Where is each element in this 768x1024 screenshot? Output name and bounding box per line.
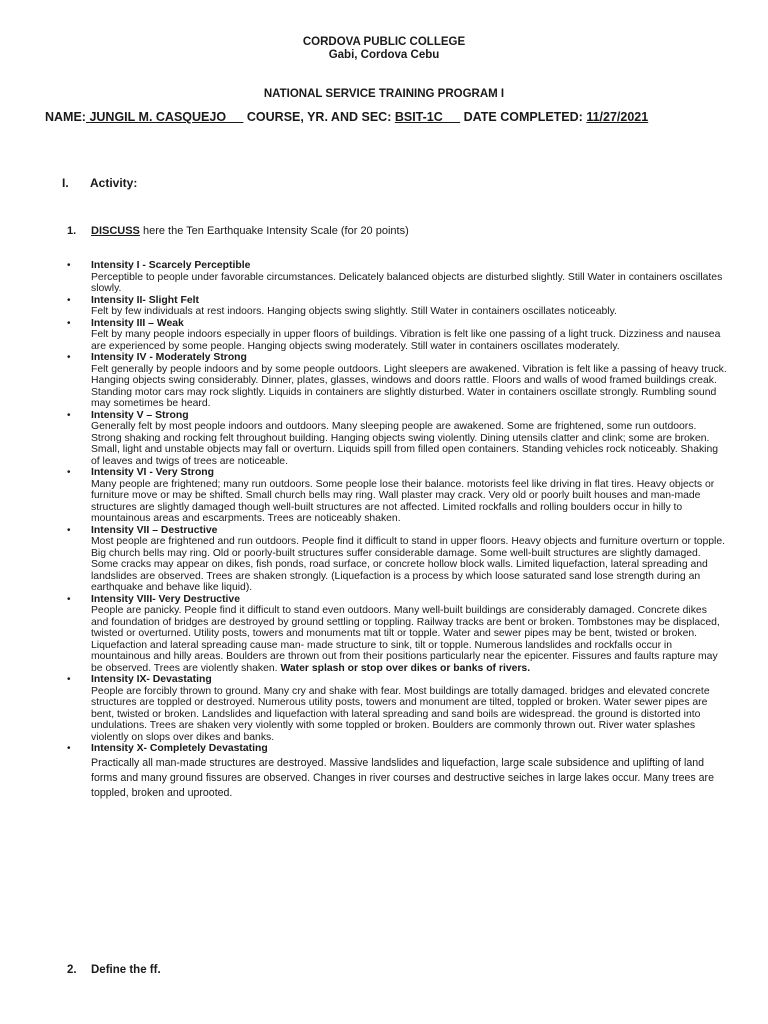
- intensity-item: [67, 525, 727, 594]
- intensity-list: [67, 260, 727, 801]
- intensity-description-text: Perceptible to people under favorable circumstances. Delicately balanced objects are disturbed slightly. Still Water in containers oscillates slowly.: [91, 271, 723, 294]
- intensity-title: Intensity III – Weak: [91, 317, 184, 329]
- intensity-description-text: People are panicky. People find it difficult to stand even outdoors. Many well-built buildings are considerably damaged. Concrete dikes and foundation of bridges are destroyed by ground settling or toppling. Railway tracks are bent or broken. Tombstones may be displaced, twisted or overturned. Utility posts, towers and monuments mat tilt or topple. Water and sewer pipes may be bent, twisted or broken. Liquefaction and lateral spreading cause man- made structure to sink, tilt or topple. Numerous landslides and rockfalls occur in mountainous and hilly areas. Boulders are thrown out from their positions particularly near the epicenter. Fissures and faults rapture may be observed. Trees are violently shaken.: [91, 605, 720, 674]
- intensity-item: [67, 594, 727, 675]
- date-label: DATE COMPLETED:: [463, 110, 583, 124]
- intensity-description: [91, 756, 727, 801]
- section-numeral: I.: [62, 176, 69, 190]
- intensity-description: [91, 421, 727, 467]
- section-heading: [62, 176, 137, 190]
- name-label: NAME:: [45, 110, 86, 124]
- intensity-description: [91, 306, 727, 318]
- bullet-icon: •: [67, 743, 71, 754]
- college-address: Gabi, Cordova Cebu: [328, 49, 440, 61]
- intensity-description-text: Felt by many people indoors especially in upper floors of buildings. Vibration is felt like one passing of a light truck. Dizziness and nausea are experienced by some people. Hanging objects swing moderately. Still water in containers oscillates moderately.: [91, 329, 721, 352]
- define-question: [67, 964, 161, 976]
- intensity-title: Intensity X- Completely Devastating: [91, 743, 268, 754]
- bullet-icon: •: [67, 524, 71, 536]
- intensity-description: [91, 686, 727, 744]
- intensity-title: Intensity V – Strong: [91, 409, 189, 421]
- bullet-icon: •: [67, 317, 71, 329]
- intensity-description-text: People are forcibly thrown to ground. Many cry and shake with fear. Most buildings are totally damaged. bridges and elevated concrete structures are toppled or destroyed. Numerous utility posts, towers and monument are tilted, toppled or broken. Water sewer pipes are bent, twisted or broken. Landslides and liquefaction with lateral spreading and sand boils are widespread. the ground is distorted into undulations. Trees are shaken very violently with some toppled or broken. Boulders are commonly thrown out. River water splashes violently on slops over dikes and banks.: [91, 685, 710, 743]
- discuss-text: here the Ten Earthquake Intensity Scale (for 20 points): [139, 225, 409, 237]
- college-name: CORDOVA PUBLIC COLLEGE: [302, 36, 466, 48]
- define-text: Define the ff.: [91, 964, 161, 976]
- bullet-icon: •: [67, 409, 71, 421]
- intensity-title: Intensity IX- Devastating: [91, 674, 212, 685]
- intensity-description: [91, 479, 727, 525]
- intensity-item: [67, 352, 727, 410]
- bullet-icon: •: [67, 352, 71, 363]
- name-value: JUNGIL M. CASQUEJO: [85, 110, 244, 124]
- intensity-title: Intensity VIII- Very Destructive: [91, 593, 240, 605]
- intensity-description-text: Practically all man-made structures are destroyed. Massive landslides and liquefaction, large scale subsidence and uplifting of land forms and many ground fissures are observed. Changes in river courses and destructive seiches in large lakes occur. Many trees are toppled, broken and uprooted.: [91, 756, 714, 799]
- discuss-question: [67, 225, 409, 237]
- intensity-description: [91, 272, 727, 295]
- bullet-icon: •: [67, 467, 71, 478]
- intensity-item: [67, 674, 727, 743]
- program-title: NATIONAL SERVICE TRAINING PROGRAM I: [263, 88, 505, 100]
- bullet-icon: •: [67, 593, 71, 605]
- intensity-description-text: Felt generally by people indoors and by some people outdoors. Light sleepers are awakened. Vibration is felt like a passing of heavy truck. Hanging objects swing considerably. Dinner, plates, glasses, windows and doors rattle. Floors and walls of wood framed buildings creak. Standing motor cars may rock slightly. Liquids in containers are slightly disturbed. Water in containers oscillate strongly. Rumbling sound may sometimes be heard.: [91, 363, 727, 409]
- intensity-item: [67, 743, 727, 801]
- intensity-description-text: Most people are frightened and run outdoors. People find it difficult to stand in upper floors. Heavy objects and furniture overturn or topple. Big church bells may ring. Old or poorly-built structures suffer considerable damage. Some well-built structures are slightly damaged. Some cracks may appear on dikes, fish ponds, road surface, or concrete hollow block walls. Limited liquefaction, lateral spreading and landslides are observed. Trees are shaken strongly. (Liquefaction is a process by which loose saturated sand lose strength during an earthquake and behave like liquid).: [91, 536, 726, 593]
- section-title: Activity:: [90, 176, 138, 190]
- intensity-description-text: Generally felt by most people indoors and outdoors. Many sleeping people are awakened. Some are frightened, some run outdoors. Strong shaking and rocking felt throughout building. Hanging objects swing violently. Dining utensils clatter and clink; some are broken. Small, light and unstable objects may fall or overturn. Liquids spill from filled open containers. Standing vehicles rock noticeably. Shaking of leaves and twigs of trees are noticeable.: [91, 421, 719, 467]
- intensity-title: Intensity I - Scarcely Perceptible: [91, 260, 251, 271]
- intensity-description: [91, 605, 727, 674]
- intensity-title: Intensity VI - Very Strong: [91, 467, 214, 478]
- intensity-description-text: Felt by few individuals at rest indoors. Hanging objects swing slightly. Still Water in containers oscillates noticeably.: [91, 306, 617, 317]
- question-number: 2.: [67, 964, 77, 976]
- intensity-description-emphasis: Water splash or stop over dikes or banks of rivers.: [277, 662, 531, 674]
- course-value: BSIT-1C: [394, 110, 461, 124]
- intensity-item: [67, 318, 727, 353]
- discuss-keyword: DISCUSS: [91, 225, 140, 237]
- intensity-description: [91, 364, 727, 410]
- intensity-item: [67, 295, 727, 318]
- student-info-line: [45, 110, 735, 124]
- bullet-icon: •: [67, 260, 71, 271]
- intensity-title: Intensity IV - Moderately Strong: [91, 352, 247, 363]
- intensity-title: Intensity VII – Destructive: [91, 524, 218, 536]
- question-number: 1.: [67, 225, 77, 237]
- intensity-item: [67, 410, 727, 468]
- bullet-icon: •: [67, 294, 71, 306]
- intensity-item: [67, 260, 727, 295]
- bullet-icon: •: [67, 674, 71, 685]
- intensity-item: [67, 467, 727, 525]
- course-label: COURSE, YR. AND SEC:: [246, 110, 392, 124]
- intensity-description: [91, 329, 727, 352]
- intensity-description-text: Many people are frightened; many run outdoors. Some people lose their balance. motorists feel like driving in flat tires. Heavy objects or furniture move or may be shifted. Small church bells may ring. Wall plaster may crack. Very old or poorly built houses and man-made structures are slightly damaged though well-built structures are not affected. Limited rockfalls and rolling boulders occur in hilly to mountainous areas and escarpments. Trees are noticeably shaken.: [91, 478, 715, 524]
- intensity-title: Intensity II- Slight Felt: [91, 294, 199, 306]
- date-value: 11/27/2021: [586, 110, 649, 124]
- intensity-description: [91, 536, 727, 594]
